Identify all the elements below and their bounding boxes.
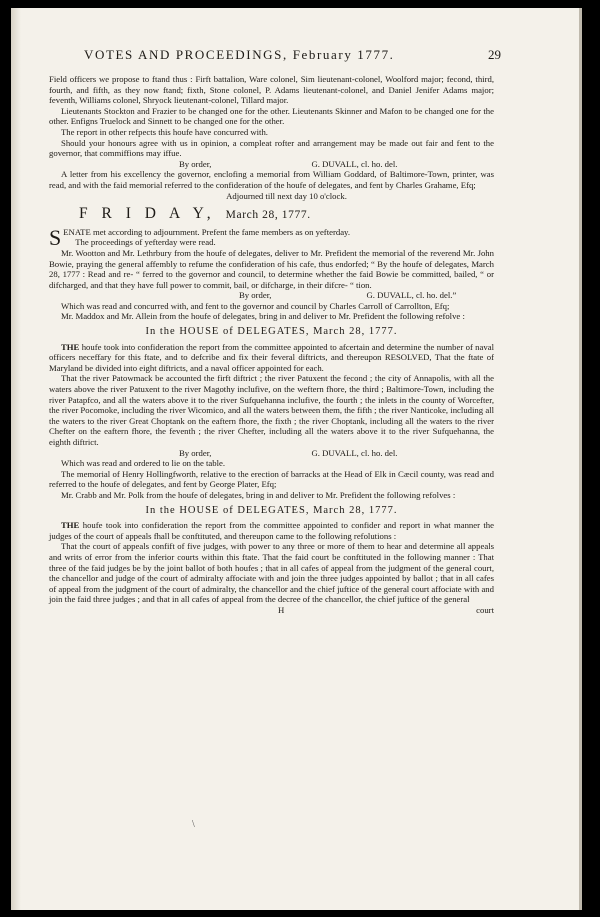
paragraph-crabb-polk: Mr. Crabb and Mr. Polk from the houfe of delegates, bring in and deliver to Mr. Prefident the following refolves : <box>61 489 456 500</box>
paragraph-report-concurred: The report in other refpects this houfe have concurred with. <box>61 126 268 137</box>
paragraph-maddox-allein: Mr. Maddox and Mr. Allein from the houfe of delegates, bring in and deliver to Mr. Prefident the following refolve : <box>61 311 465 322</box>
paragraph-naval-officers <box>49 342 494 374</box>
page-number: 29 <box>488 47 501 62</box>
the-lead: THE <box>61 341 80 352</box>
page-body <box>49 74 494 616</box>
house-heading-1: In the HOUSE of DELEGATES, March 28, 1777. <box>145 326 398 338</box>
paragraph-lieutenants: Lieutenants Stockton and Frazier to be changed one for the other. Lieutenants Skinner and Mafon to be changed one for the other. Enfigns Truelock and Sinnett to be changed one for the other. <box>49 105 494 127</box>
house-heading-2: In the HOUSE of DELEGATES, March 28, 1777. <box>145 504 398 516</box>
signature-clerk: G. DUVALL, cl. ho. del. <box>311 158 398 169</box>
signature-line-3 <box>49 448 494 459</box>
paragraph-districts: That the river Patowmack be accounted the firft diftrict ; the river Patuxent the fecond ; the city of Annapolis, with all the waters above the river Patuxent to the river Magothy inclufive, on the weftern fhore, the third ; Baltimore-Town, including the river Patapfco, and all the waters above it to the river Sufquehanna inclufive, the fourth ; the inlets in the county of Worcefter, the river Pocomoke, including the river Wicomico, and all the waters between them, the fifth ; the river Nanticoke, including all the waters to the river Great Choptank on the eaftern fhore, the fixth ; the river Choptank, including all the waters to the river Chefter on the eaftern fhore, the feventh ; the river Chefter, including all the waters above it to the river Sufquehanna, the eighth diftrict. <box>49 373 494 447</box>
document-page <box>11 8 579 910</box>
page-gutter-shadow <box>11 8 21 910</box>
day-heading-date: March 28, 1777. <box>225 209 311 222</box>
signature-by-order: By order, <box>239 290 272 301</box>
signature-line-1 <box>49 159 494 170</box>
day-heading-title: F R I D A Y, <box>79 205 216 223</box>
signature-by-order: By order, <box>179 158 212 169</box>
paragraph-five-judges: That the court of appeals confift of five judges, with power to any three or more of them to hear and determine all appeals and writs of error from the inferior courts within this ftate. That the faid court be conftituted in the following manner : That three of the faid judges be by the joint ballot of both houfes ; that in all cafes of appeal from the judgment of the general court, the chancellor and judge of the court of admiralty affociate with and join the three judges appointed by ballot ; that in all cafes of appeal from the judgment of the court of admiralty, the chancellor and the chief juftice of the general court affociate with and join the faid three judges ; and that in all cafes of appeal from the decree of the chancellor, the chief juftice of the general <box>49 541 494 605</box>
stray-ink-mark: \ <box>192 819 195 830</box>
signature-mark: H <box>278 604 285 615</box>
paragraph-lie-on-table: Which was read and ordered to lie on the table. <box>61 458 226 469</box>
paragraph-court-appeals-report <box>49 520 494 541</box>
signature-by-order: By order, <box>179 447 212 458</box>
signature-clerk: G. DUVALL, cl. ho. del.” <box>366 290 457 301</box>
court-report-text: houfe took into confideration the report from the committee appointed to confider and report in what manner the judges of the court of appeals fhall be conftituted, and thereupon came to the following refolutions : <box>49 520 494 541</box>
senate-text: met according to adjournment. Prefent the fame members as on yefterday. <box>90 226 351 237</box>
paragraph-field-officers: Field officers we propose to ftand thus : Firft battalion, Ware colonel, Sim lieutenant-colonel, Woolford major; fecond, third, fourth, and fifth, as they now ftand; fixth, Stone colonel, P. Adams lieutenant-colonel, and Daniel Jenifer Adams major; feventh, Williams colonel, Shryock lieutenant-colonel, Tillard major. <box>49 74 494 106</box>
adjournment-note: Adjourned till next day 10 o'clock. <box>226 190 347 201</box>
drop-cap: S <box>49 224 62 250</box>
signature-clerk: G. DUVALL, cl. ho. del. <box>311 447 398 458</box>
page-edge <box>579 8 582 910</box>
paragraph-proceedings-read: The proceedings of yefterday were read. <box>75 237 216 248</box>
senate-lead: ENATE <box>63 226 91 237</box>
catchword: court <box>476 604 494 615</box>
naval-text: houfe took into confideration the report from the committee appointed to afcertain and determine the number of naval officers neceffary for this ftate, and to defcribe and fix their feveral diftricts, and thereupon RESOLVED, That the ftate of Maryland be divided into eight diftricts, and a naval officer appointed for each. <box>49 341 494 373</box>
day-heading <box>79 205 494 223</box>
paragraph-bowie-memorial: Mr. Wootton and Mr. Lethrbury from the houfe of delegates, deliver to Mr. Prefident the memorial of the reverend Mr. John Bowie, praying the general affembly to refume the confideration of his cafe, thus endorfed; “ By the houfe of delegates, March 28, 1777 : Read and re- “ ferred to the governor and council, to determine whether the faid Bowie be committed, bailed, “ or difcharged, and that they have full power to commit, bail, or difcharge, in their difcre- “ tion. <box>49 247 494 290</box>
paragraph-should-honours: Should your honours agree with us in opinion, a compleat rofter and arrangement may be made out fair and fent to the governor, that commiffions may iffue. <box>49 137 494 159</box>
page-footer-line <box>49 605 494 616</box>
paragraph-governor-letter: A letter from his excellency the governor, enclofing a memorial from William Goddard, of Baltimore-Town, printer, was read, and with the faid memorial referred to the confideration of the houfe of delegates, and fent by Charles Grahame, Efq; <box>49 169 494 190</box>
paragraph-hollingsworth: The memorial of Henry Hollingfworth, relative to the erection of barracks at the Head of Elk in Cæcil county, was read and referred to the houfe of delegates, and fent by George Plater, Efq; <box>49 468 494 490</box>
the-lead: THE <box>61 520 80 531</box>
paragraph-read-concurred: Which was read and concurred with, and fent to the governor and council by Charles Carroll of Carrollton, Efq; <box>61 300 450 311</box>
signature-line-2 <box>49 290 494 301</box>
running-head-title: VOTES AND PROCEEDINGS, February 1777. <box>84 47 395 62</box>
